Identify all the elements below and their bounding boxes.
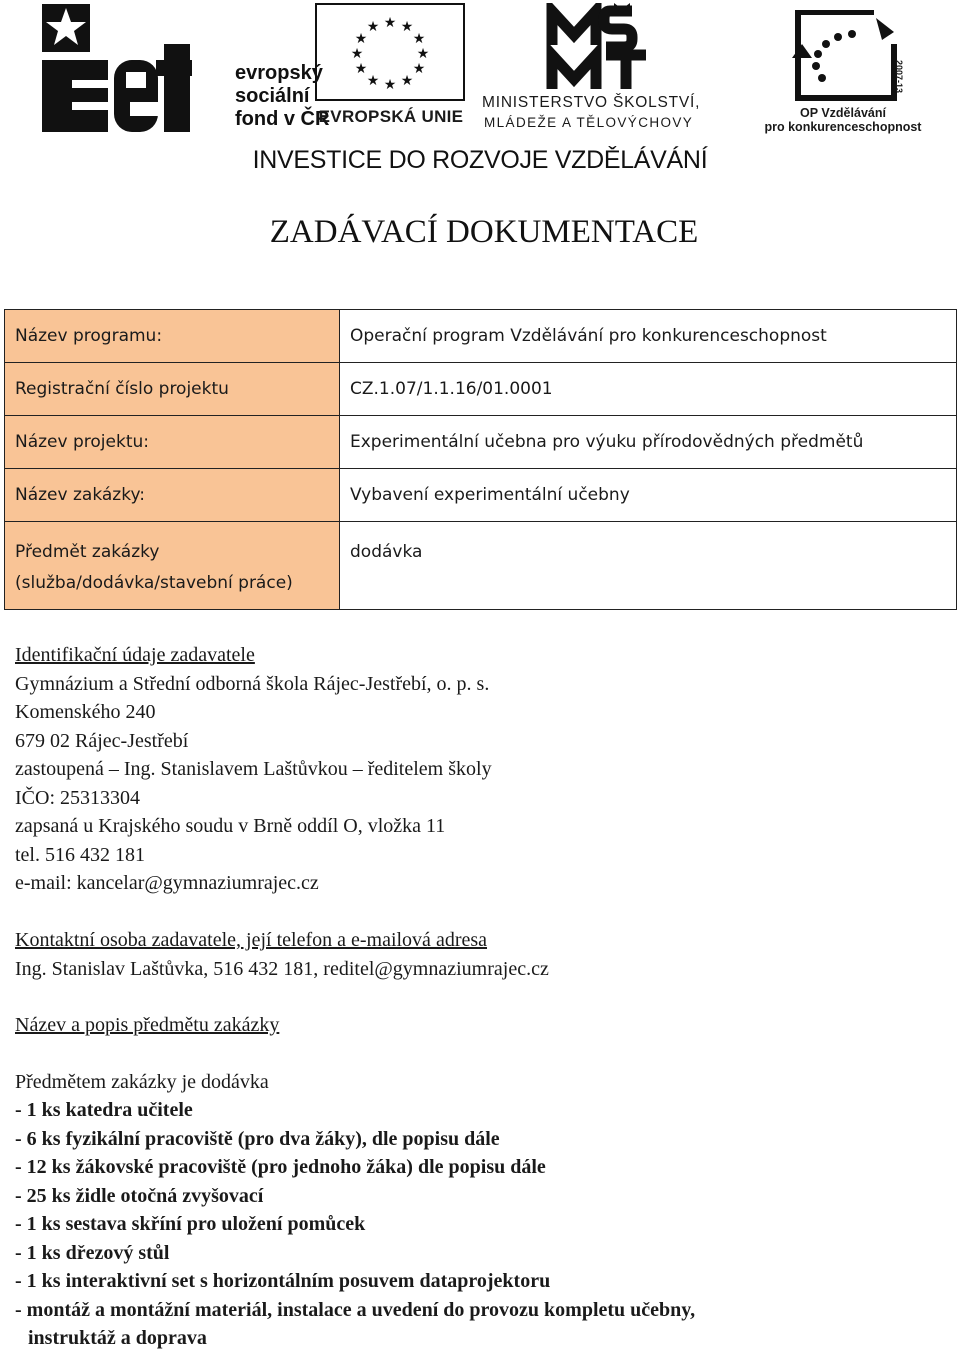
subject-section	[15, 1011, 945, 1353]
table-row	[5, 310, 957, 363]
msmt-name-line1: MINISTERSTVO ŠKOLSTVÍ,	[482, 94, 701, 111]
row-value: CZ.1.07/1.1.16/01.0001	[340, 363, 957, 416]
row-value: Vybavení experimentální učebny	[340, 469, 957, 522]
svg-text:★: ★	[412, 32, 426, 47]
esf-text-line2: sociální	[235, 85, 310, 107]
eu-label: EVROPSKÁ UNIE	[318, 107, 464, 126]
identification-heading: Identifikační údaje zadavatele	[15, 644, 255, 666]
eu-logo	[315, 3, 467, 131]
identification-line: e-mail: kancelar@gymnaziumrajec.cz	[15, 872, 319, 894]
row-label: Název projektu:	[5, 416, 340, 469]
identification-line: tel. 516 432 181	[15, 843, 145, 866]
row-value: dodávka	[340, 522, 957, 610]
subject-intro: Předmětem zakázky je dodávka	[15, 1070, 269, 1093]
list-item: - 1 ks dřezový stůl	[15, 1241, 170, 1264]
eu-flag-icon	[315, 3, 465, 101]
logo-header	[0, 0, 960, 174]
svg-text:★: ★	[383, 16, 397, 31]
esf-logo	[42, 4, 330, 132]
list-item: - 1 ks sestava skříní pro uložení pomůcek	[15, 1213, 366, 1235]
row-label	[5, 522, 340, 610]
row-label-line2: (služba/dodávka/stavební práce)	[15, 573, 293, 593]
table-row	[5, 363, 957, 416]
op-vk-text	[758, 106, 928, 134]
table-row	[5, 522, 957, 610]
svg-text:★: ★	[412, 62, 426, 77]
svg-text:★: ★	[383, 78, 397, 93]
svg-text:★: ★	[354, 32, 368, 47]
identification-line: Gymnázium a Střední odborná škola Rájec-Jestřebí, o. p. s.	[15, 672, 490, 695]
svg-text:★: ★	[400, 74, 414, 89]
op-vk-logo	[758, 10, 928, 134]
op-vk-line2: pro konkurenceschopnost	[764, 120, 922, 134]
esf-text-line3: fond v ČR	[235, 108, 330, 130]
document-title: ZADÁVACÍ DOKUMENTACE	[269, 214, 699, 250]
project-info-table	[4, 309, 957, 610]
svg-text:★: ★	[366, 74, 380, 89]
eu-stars-icon	[317, 5, 463, 99]
identification-section	[15, 641, 945, 898]
contact-section	[15, 926, 945, 983]
esf-text-line1: evropský	[235, 62, 323, 84]
svg-text:★: ★	[400, 20, 414, 35]
identification-line: zastoupená – Ing. Stanislavem Laštůvkou – ředitelem školy	[15, 758, 492, 780]
list-item: - montáž a montážní materiál, instalace a uvedení do provozu kompletu učebny,	[15, 1298, 696, 1321]
op-vk-years: 2007-13	[894, 60, 904, 94]
contact-heading: Kontaktní osoba zadavatele, její telefon a e-mailová adresa	[15, 929, 488, 951]
list-item: - 1 ks interaktivní set s horizontálním posuvem dataprojektoru	[15, 1270, 551, 1292]
row-label: Název zakázky:	[5, 469, 340, 522]
identification-line: Komenského 240	[15, 701, 156, 723]
identification-line: IČO: 25313304	[15, 786, 140, 809]
slogan: INVESTICE DO ROZVOJE VZDĚLÁVÁNÍ	[252, 146, 708, 174]
list-item: - 6 ks fyzikální pracoviště (pro dva žáky), dle popisu dále	[15, 1127, 500, 1150]
svg-text:★: ★	[366, 20, 380, 35]
svg-text:★: ★	[350, 47, 364, 62]
row-label: Název programu:	[5, 310, 340, 363]
table-row	[5, 469, 957, 522]
identification-line: 679 02 Rájec-Jestřebí	[15, 729, 189, 752]
subject-heading: Název a popis předmětu zakázky	[15, 1014, 280, 1036]
row-label-line1: Předmět zakázky	[15, 542, 160, 562]
svg-text:★: ★	[354, 62, 368, 77]
table-row	[5, 416, 957, 469]
svg-text:★: ★	[416, 47, 430, 62]
contact-line: Ing. Stanislav Laštůvka, 516 432 181, reditel@gymnaziumrajec.cz	[15, 957, 549, 980]
esf-logo-mark	[42, 4, 192, 132]
msmt-logo-mark	[482, 3, 682, 93]
list-item-continuation: instruktáž a doprava	[28, 1327, 207, 1349]
msmt-logo	[482, 3, 747, 131]
msmt-name-line2: MLÁDEŽE A TĚLOVÝCHOVY	[484, 115, 694, 130]
identification-line: zapsaná u Krajského soudu v Brně oddíl O, vložka 11	[15, 815, 446, 837]
row-value: Experimentální učebna pro výuku přírodovědných předmětů	[340, 416, 957, 469]
row-label: Registrační číslo projektu	[5, 363, 340, 416]
list-item: - 25 ks židle otočná zvyšovací	[15, 1184, 264, 1207]
row-value: Operační program Vzdělávání pro konkurenceschopnost	[340, 310, 957, 363]
list-item: - 12 ks žákovské pracoviště (pro jednoho žáka) dle popisu dále	[15, 1156, 546, 1178]
list-item: - 1 ks katedra učitele	[15, 1099, 193, 1121]
op-vk-line1: OP Vzdělávání	[800, 106, 886, 120]
